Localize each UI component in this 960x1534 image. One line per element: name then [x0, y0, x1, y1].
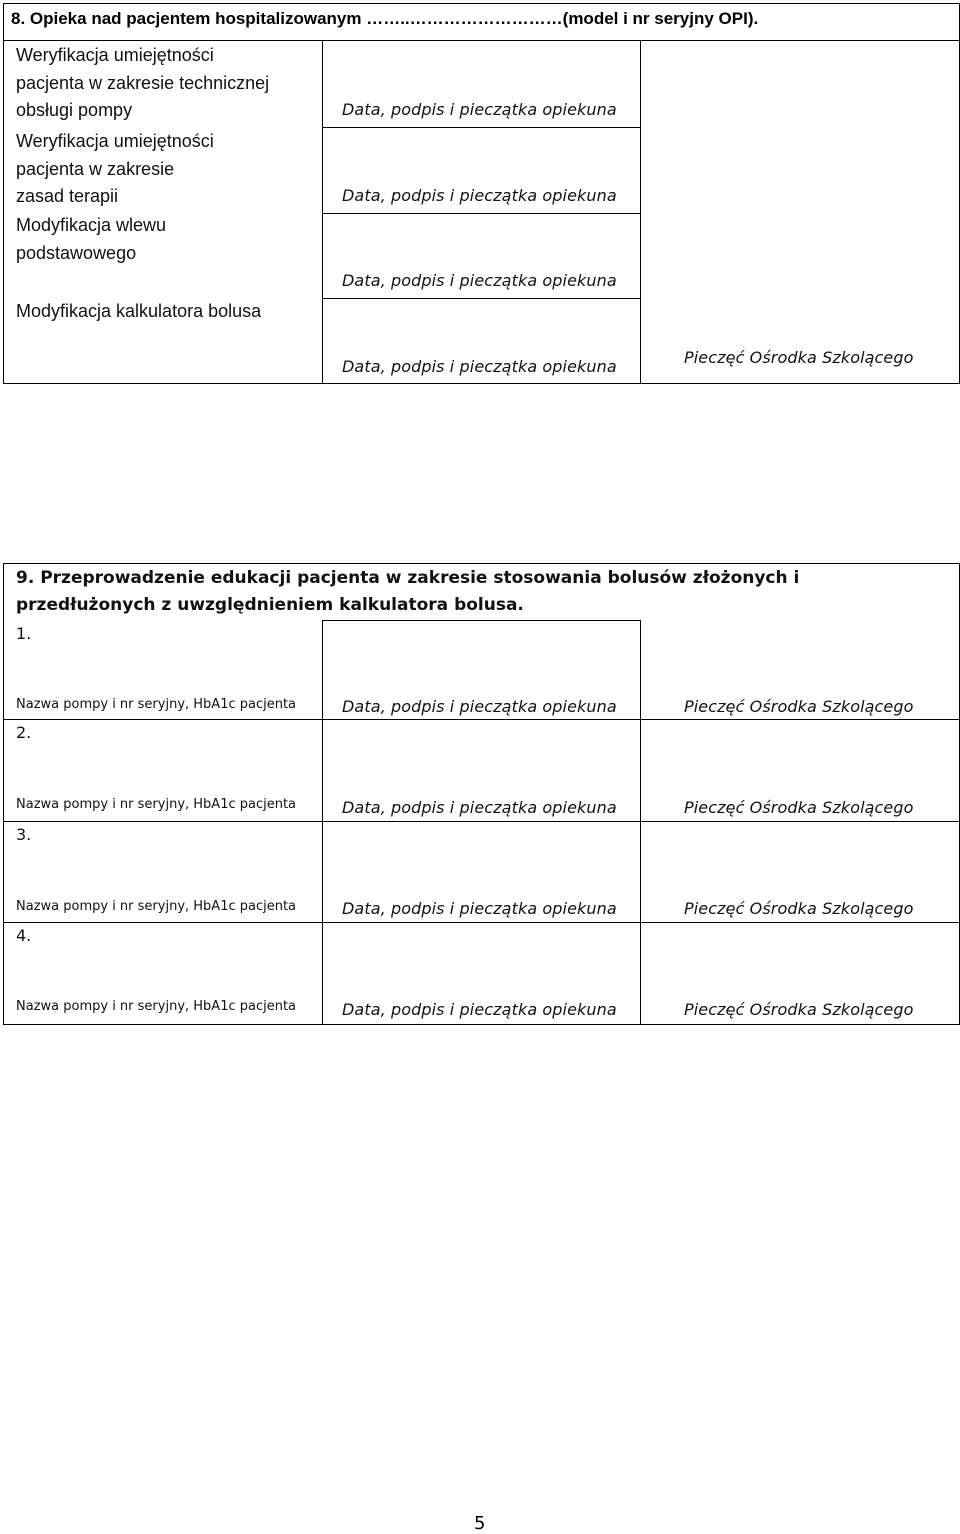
signature-field-label: Data, podpis i pieczątka opiekuna	[342, 271, 617, 290]
section9-col-divider-1	[322, 620, 323, 1025]
row-number: 1.	[16, 624, 32, 643]
signature-field-label: Data, podpis i pieczątka opiekuna	[342, 697, 617, 716]
row-number: 3.	[16, 825, 32, 844]
section9-row-divider-3	[3, 922, 960, 923]
section9-heading: 9. Przeprowadzenie edukacji pacjenta w zakresie stosowania bolusów złożonych i przedłużonych z uwzględnieniem kalkulatora bolusa.	[16, 568, 800, 615]
section8-row-divider-2	[322, 213, 641, 214]
section9-table	[3, 563, 960, 1025]
signature-field-label: Data, podpis i pieczątka opiekuna	[342, 357, 617, 376]
skill-technical-label: Weryfikacja umiejętności pacjenta w zakresie technicznej obsługi pompy	[16, 45, 270, 120]
row-number: 2.	[16, 723, 32, 742]
section9-row-divider-0	[322, 620, 641, 621]
pump-info-label: Nazwa pompy i nr seryjny, HbA1c pacjenta	[16, 999, 297, 1014]
signature-field-label: Data, podpis i pieczątka opiekuna	[342, 798, 617, 817]
stamp-field-label: Pieczęć Ośrodka Szkolącego	[684, 899, 914, 918]
signature-field-label: Data, podpis i pieczątka opiekuna	[342, 899, 617, 918]
signature-field-label: Data, podpis i pieczątka opiekuna	[342, 186, 617, 205]
section8-row-divider-3	[322, 298, 641, 299]
pump-info-label: Nazwa pompy i nr seryjny, HbA1c pacjenta	[16, 797, 297, 812]
row-number: 4.	[16, 926, 32, 945]
pump-info-label: Nazwa pompy i nr seryjny, HbA1c pacjenta	[16, 899, 297, 914]
section9-col-divider-2	[640, 620, 641, 1025]
skill-therapy-label: Weryfikacja umiejętności pacjenta w zakresie zasad terapii	[16, 131, 214, 206]
stamp-field-label: Pieczęć Ośrodka Szkolącego	[684, 697, 914, 716]
stamp-field-label: Pieczęć Ośrodka Szkolącego	[684, 1000, 914, 1019]
pump-info-label: Nazwa pompy i nr seryjny, HbA1c pacjenta	[16, 697, 297, 712]
bolus-calculator-modification-label: Modyfikacja kalkulatora bolusa	[16, 301, 262, 321]
section8-row-divider-1	[322, 127, 641, 128]
page-number: 5	[474, 1513, 486, 1534]
stamp-field-label: Pieczęć Ośrodka Szkolącego	[684, 348, 914, 367]
basal-modification-label: Modyfikacja wlewu podstawowego	[16, 215, 167, 263]
signature-field-label: Data, podpis i pieczątka opiekuna	[342, 1000, 617, 1019]
signature-field-label: Data, podpis i pieczątka opiekuna	[342, 100, 617, 119]
stamp-field-label: Pieczęć Ośrodka Szkolącego	[684, 798, 914, 817]
section8-heading: 8. Opieka nad pacjentem hospitalizowanym ……..………………………(model i nr seryjny OPI).	[11, 9, 759, 28]
section9-row-divider-2	[3, 821, 960, 822]
section9-row-divider-1	[3, 719, 960, 720]
